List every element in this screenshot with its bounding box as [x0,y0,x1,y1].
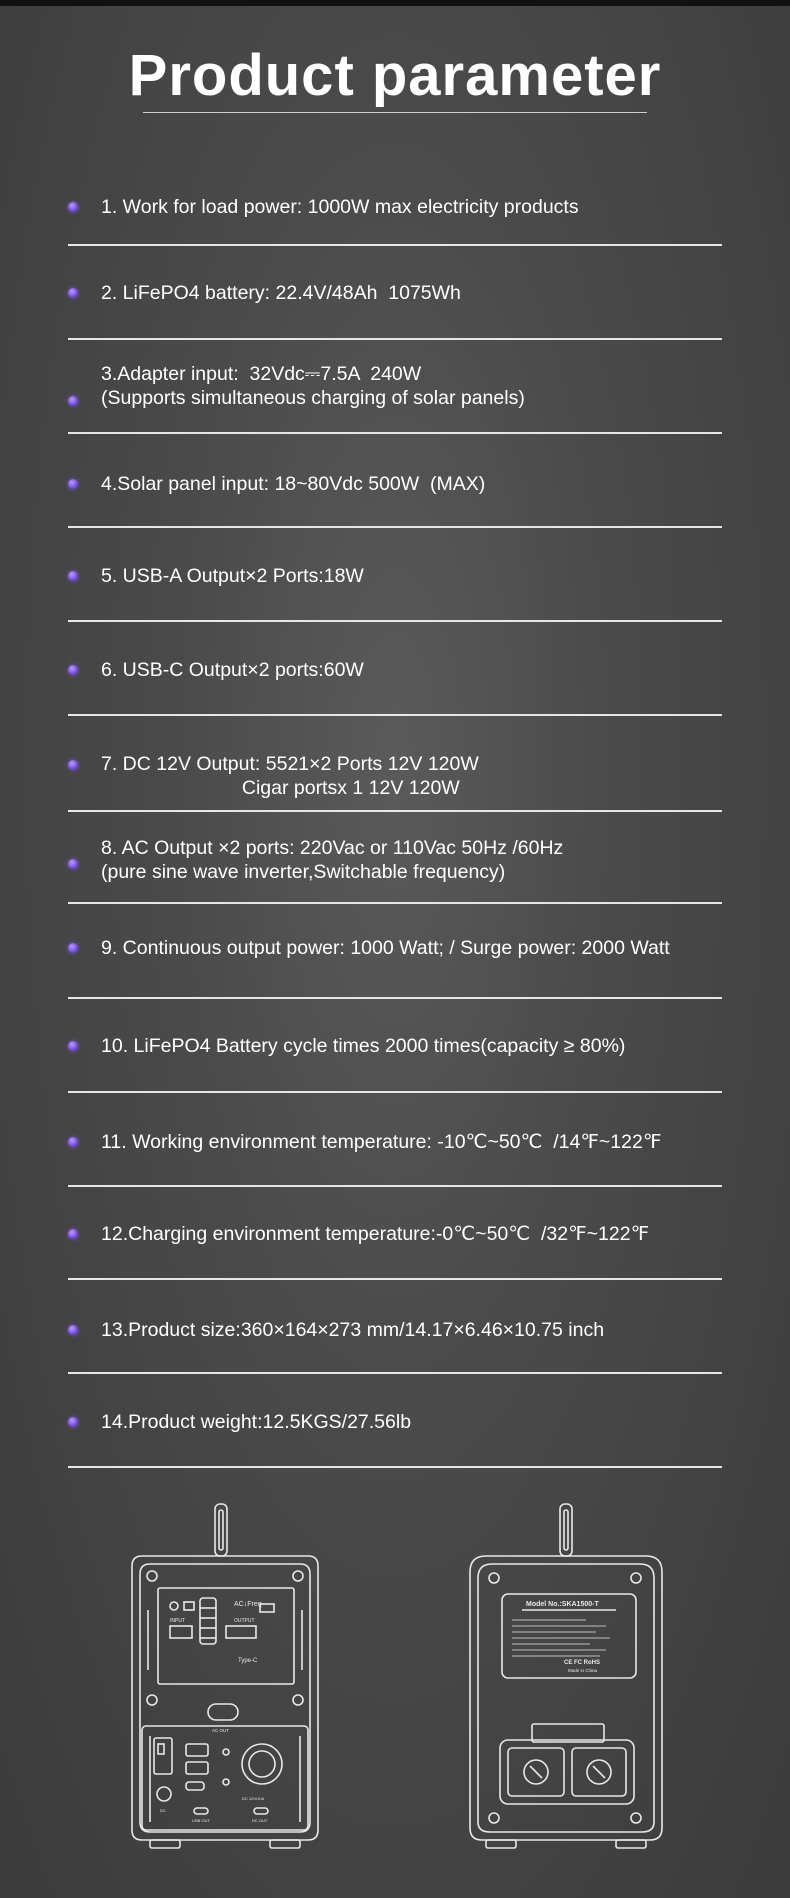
model-label: Model No.:SKA1500-T [526,1601,599,1608]
dc-out-label: DC OUT [252,1818,268,1823]
spec-text: 8. AC Output ×2 ports: 220Vac or 110Vac 50Hz /60Hz [101,837,564,859]
spec-text-line2: Cigar portsx 1 12V 120W [101,777,460,799]
spec-text-line2: (Supports simultaneous charging of solar panels) [101,387,525,409]
spec-text: 9. Continuous output power: 1000 Watt; / Surge power: 2000 Watt [101,937,670,959]
divider [68,1185,722,1187]
bullet-icon [68,665,78,675]
spec-text: 4.Solar panel input: 18~80Vdc 500W (MAX) [101,473,486,495]
page-title: Product parameter [128,43,662,108]
bullet-icon [68,943,78,953]
divider [68,244,722,246]
spec-text: 1. Work for load power: 1000W max electricity products [101,196,579,218]
spec-text: 7. DC 12V Output: 5521×2 Ports 12V 120W [101,753,479,775]
divider [68,338,722,340]
divider [68,902,722,904]
bullet-icon [68,1417,78,1427]
bullet-icon [68,1137,78,1147]
spec-text: 11. Working environment temperature: -10℃~50℃ /14℉~122℉ [101,1131,662,1153]
bullet-icon [68,1041,78,1051]
divider [68,620,722,622]
dc-label: DC [160,1808,166,1813]
front-view-illustration [120,1500,330,1860]
bullet-icon [68,396,78,406]
bullet-icon [68,859,78,869]
divider [68,432,722,434]
divider [68,1091,722,1093]
title-underline [143,112,647,113]
usb-out-label: USB OUT [192,1818,210,1823]
bullet-icon [68,202,78,212]
bullet-icon [68,571,78,581]
ac-freq-label: AC↓Freq [234,1601,262,1608]
divider [68,1466,722,1468]
spec-text: 3.Adapter input: 32Vdc⎓7.5A 240W [101,363,422,385]
bullet-icon [68,760,78,770]
certification-marks: CE FC RoHS [564,1660,600,1666]
divider [68,1372,722,1374]
spec-text: 10. LiFePO4 Battery cycle times 2000 times(capacity ≥ 80%) [101,1035,626,1057]
output-label: OUTPUT [234,1618,255,1624]
spec-text: 2. LiFePO4 battery: 22.4V/48Ah 1075Wh [101,282,461,304]
spec-text-line2: (pure sine wave inverter,Switchable frequency) [101,861,506,883]
bullet-icon [68,288,78,298]
spec-text: 14.Product weight:12.5KGS/27.56lb [101,1411,412,1433]
made-in-label: Made in China [568,1668,598,1673]
dc-12v-label: DC 12V/10A [242,1796,265,1801]
spec-text: 12.Charging environment temperature:-0℃~50℃ /32℉~122℉ [101,1223,650,1245]
bullet-icon [68,1325,78,1335]
divider [68,997,722,999]
bullet-icon [68,479,78,489]
top-bar [0,0,790,6]
back-view-illustration [466,1500,676,1860]
divider [68,714,722,716]
spec-text: 13.Product size:360×164×273 mm/14.17×6.46×10.75 inch [101,1319,605,1341]
divider [68,526,722,528]
divider [68,810,722,812]
spec-text: 5. USB-A Output×2 Ports:18W [101,565,364,587]
divider [68,1278,722,1280]
ac-out-label: AC OUT [212,1728,230,1733]
bullet-icon [68,1229,78,1239]
usb-c-label: Type-C [238,1658,258,1664]
spec-text: 6. USB-C Output×2 ports:60W [101,659,364,681]
input-label: INPUT [170,1618,185,1624]
